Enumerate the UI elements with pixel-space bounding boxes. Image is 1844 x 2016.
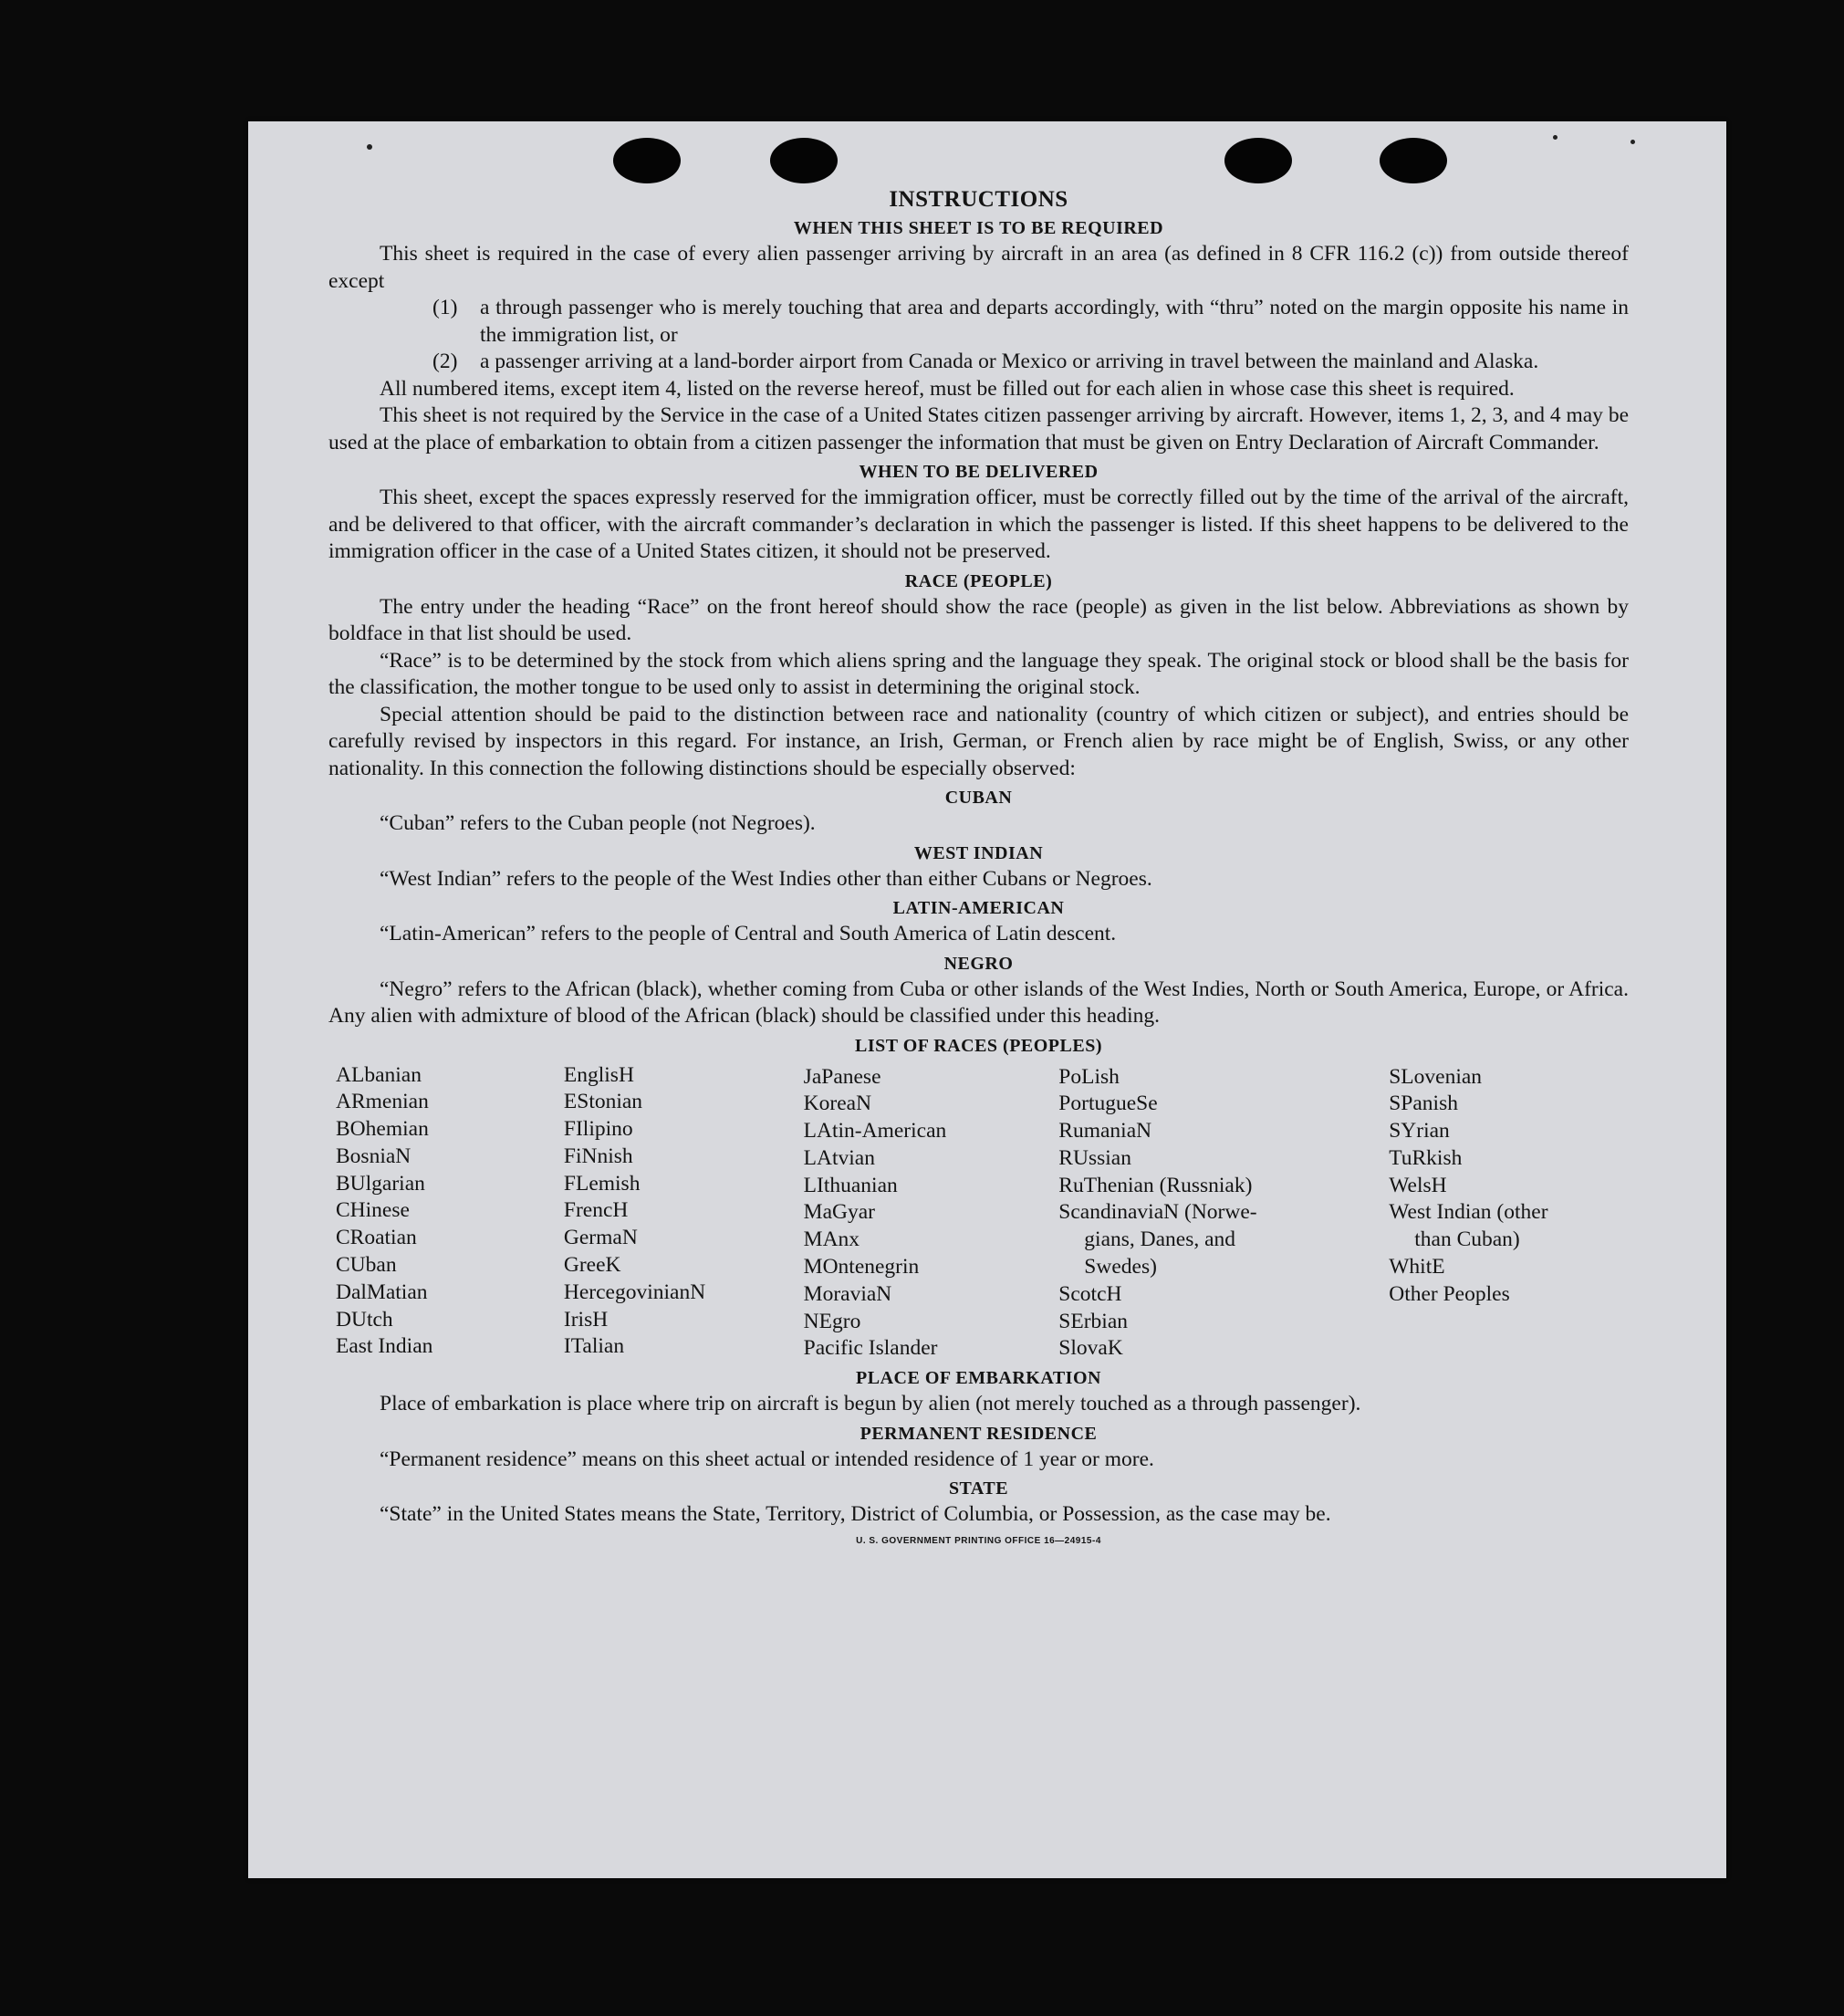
paragraph: “State” in the United States means the State, Territory, District of Columbia, or Possession, as the case may be. — [380, 1502, 1331, 1527]
section-heading: WHEN THIS SHEET IS TO BE REQUIRED — [793, 218, 1164, 238]
race-entry: SLovenian — [1389, 1064, 1483, 1089]
list-item — [328, 295, 1629, 349]
instructions-content — [328, 187, 1629, 1546]
race-entry: FiNnish — [563, 1144, 633, 1168]
speck — [367, 144, 372, 150]
item-number: (2) — [432, 350, 458, 373]
page-title: INSTRUCTIONS — [889, 187, 1068, 212]
race-entry-continued: Swedes) — [1084, 1255, 1157, 1280]
race-entry: SPanish — [1389, 1092, 1458, 1116]
race-entry: RUssian — [1058, 1145, 1131, 1170]
race-list — [328, 1062, 1629, 1363]
race-entry: LAtvian — [803, 1145, 875, 1170]
paragraph: The entry under the heading “Race” on the front hereof should show the race (people) as given in the list below. Abbreviations as shown by boldface in that list should be used. — [328, 594, 1629, 645]
race-entry: PortugueSe — [1058, 1092, 1158, 1116]
speck — [1630, 140, 1635, 144]
section-heading: LATIN-AMERICAN — [892, 898, 1065, 918]
race-entry: ARmenian — [336, 1090, 429, 1114]
race-entry: ScotcH — [1058, 1281, 1122, 1306]
race-entry: LIthuanian — [803, 1173, 898, 1197]
race-entry: Pacific Islander — [803, 1336, 938, 1361]
section-heading: STATE — [948, 1478, 1009, 1499]
race-entry: MOntenegrin — [803, 1255, 920, 1280]
punch-hole — [770, 138, 838, 183]
race-entry: BOhemian — [336, 1117, 429, 1142]
race-entry: KoreaN — [803, 1092, 872, 1116]
race-entry: Other Peoples — [1389, 1281, 1510, 1306]
race-entry: DalMatian — [336, 1280, 428, 1304]
item-text: a passenger arriving at a land-border airport from Canada or Mexico or arriving in travel between the mainland and Alaska. — [480, 350, 1539, 373]
race-column — [564, 1062, 804, 1363]
race-entry: MaGyar — [803, 1200, 875, 1225]
race-entry: PoLish — [1058, 1064, 1120, 1089]
item-text: a through passenger who is merely touching that area and departs accordingly, with “thru” noted on the margin opposite his name in the immigration list, or — [480, 296, 1629, 347]
paragraph: This sheet is required in the case of every alien passenger arriving by aircraft in an area (as defined in 8 CFR 116.2 (c)) from outside thereof except — [328, 242, 1629, 293]
race-entry: RuThenian (Russniak) — [1058, 1173, 1253, 1197]
race-entry: JaPanese — [803, 1064, 881, 1089]
item-number: (1) — [432, 296, 458, 319]
race-entry: West Indian (other — [1389, 1200, 1548, 1225]
section-heading: PLACE OF EMBARKATION — [856, 1368, 1101, 1389]
race-entry: FLemish — [563, 1171, 641, 1196]
race-entry: EStonian — [563, 1090, 643, 1114]
paragraph: All numbered items, except item 4, listed on the reverse hereof, must be filled out for each alien in whose case this sheet is required. — [380, 376, 1515, 401]
punch-hole — [1224, 138, 1292, 183]
race-entry: RumaniaN — [1058, 1119, 1152, 1144]
race-entry: EnglisH — [563, 1062, 634, 1087]
race-entry: FIlipino — [563, 1117, 633, 1142]
race-entry: CHinese — [336, 1198, 410, 1223]
race-entry: IrisH — [563, 1307, 609, 1332]
race-entry: SYrian — [1389, 1119, 1450, 1144]
section-heading: CUBAN — [944, 788, 1013, 808]
paragraph: Special attention should be paid to the distinction between race and nationality (country of which citizen or subject), and entries should be carefully revised by inspectors in this regard. For instance, an Irish, German, or French alien by race might be of English, Swiss, or any other nationality. In this connection the following distinctions should be especially observed: — [328, 702, 1629, 780]
race-entry: DUtch — [336, 1307, 393, 1332]
section-heading: NEGRO — [943, 953, 1014, 974]
race-entry: NEgro — [803, 1309, 861, 1333]
race-entry: ALbanian — [336, 1062, 422, 1087]
race-entry-continued: gians, Danes, and — [1084, 1227, 1236, 1252]
race-entry: TuRkish — [1389, 1145, 1463, 1170]
printer-imprint: U. S. GOVERNMENT PRINTING OFFICE 16—24915-4 — [856, 1535, 1101, 1546]
race-entry: East Indian — [336, 1334, 433, 1359]
paragraph: “Latin-American” refers to the people of Central and South America of Latin descent. — [380, 922, 1117, 945]
punch-hole — [613, 138, 681, 183]
race-column — [1389, 1062, 1629, 1363]
paragraph: “Race” is to be determined by the stock from which aliens spring and the language they speak. The original stock or blood shall be the basis for the classification, the mother tongue to be used only to assist in determining the original stock. — [328, 648, 1629, 699]
race-entry: MoraviaN — [803, 1281, 892, 1306]
race-entry-continued: than Cuban) — [1414, 1227, 1520, 1252]
section-heading: PERMANENT RESIDENCE — [859, 1423, 1098, 1444]
race-entry: CRoatian — [336, 1226, 417, 1250]
paragraph: This sheet, except the spaces expressly reserved for the immigration officer, must be correctly filled out by the time of the arrival of the aircraft, and be delivered to that officer, with the aircraft commander’s declaration in which the passenger is listed. If this sheet happens to be delivered to the immigration officer in the case of a United States citizen, it should not be preserved. — [328, 486, 1629, 563]
speck — [1553, 135, 1558, 140]
section-heading: RACE (PEOPLE) — [904, 570, 1053, 591]
race-entry: GermaN — [563, 1226, 638, 1250]
section-heading: WHEN TO BE DELIVERED — [859, 462, 1099, 482]
race-entry: GreeK — [563, 1253, 621, 1278]
document-sheet — [248, 121, 1726, 1878]
paragraph: “Permanent residence” means on this sheet actual or intended residence of 1 year or more. — [380, 1447, 1154, 1471]
paragraph: This sheet is not required by the Service in the case of a United States citizen passenger arriving by aircraft. However, items 1, 2, 3, and 4 may be used at the place of embarkation to obtain from a citizen passenger the information that must be given on Entry Declaration of Aircraft Commander. — [328, 403, 1629, 454]
section-heading: LIST OF RACES (PEOPLES) — [854, 1035, 1102, 1056]
race-column — [1058, 1062, 1389, 1363]
race-entry: SErbian — [1058, 1309, 1129, 1333]
paragraph: “Cuban” refers to the Cuban people (not Negroes). — [380, 811, 816, 835]
race-entry: WelsH — [1389, 1173, 1447, 1197]
paragraph: “Negro” refers to the African (black), whether coming from Cuba or other islands of the West Indies, North or South America, Europe, or Africa. Any alien with admixture of blood of the African (black) should be classified under this heading. — [328, 977, 1629, 1028]
race-entry: ScandinaviaN (Norwe- — [1058, 1200, 1257, 1225]
race-entry: BosniaN — [336, 1144, 412, 1168]
paragraph: “West Indian” refers to the people of the West Indies other than either Cubans or Negroes. — [380, 866, 1152, 891]
race-entry: FrencH — [563, 1198, 629, 1223]
race-entry: LAtin-American — [803, 1119, 947, 1144]
race-entry: SlovaK — [1058, 1336, 1123, 1361]
race-entry: BUlgarian — [336, 1171, 425, 1196]
race-entry: WhitE — [1389, 1255, 1445, 1280]
race-entry: MAnx — [803, 1227, 860, 1252]
race-column — [804, 1062, 1059, 1363]
race-entry: HercegovinianN — [563, 1280, 706, 1304]
punch-hole — [1380, 138, 1447, 183]
paragraph: Place of embarkation is place where trip on aircraft is begun by alien (not merely touched as a through passenger). — [380, 1392, 1361, 1416]
race-column — [328, 1062, 564, 1363]
race-entry: ITalian — [563, 1334, 625, 1359]
list-item — [328, 349, 1629, 376]
race-entry: CUban — [336, 1253, 397, 1278]
section-heading: WEST INDIAN — [913, 842, 1044, 863]
